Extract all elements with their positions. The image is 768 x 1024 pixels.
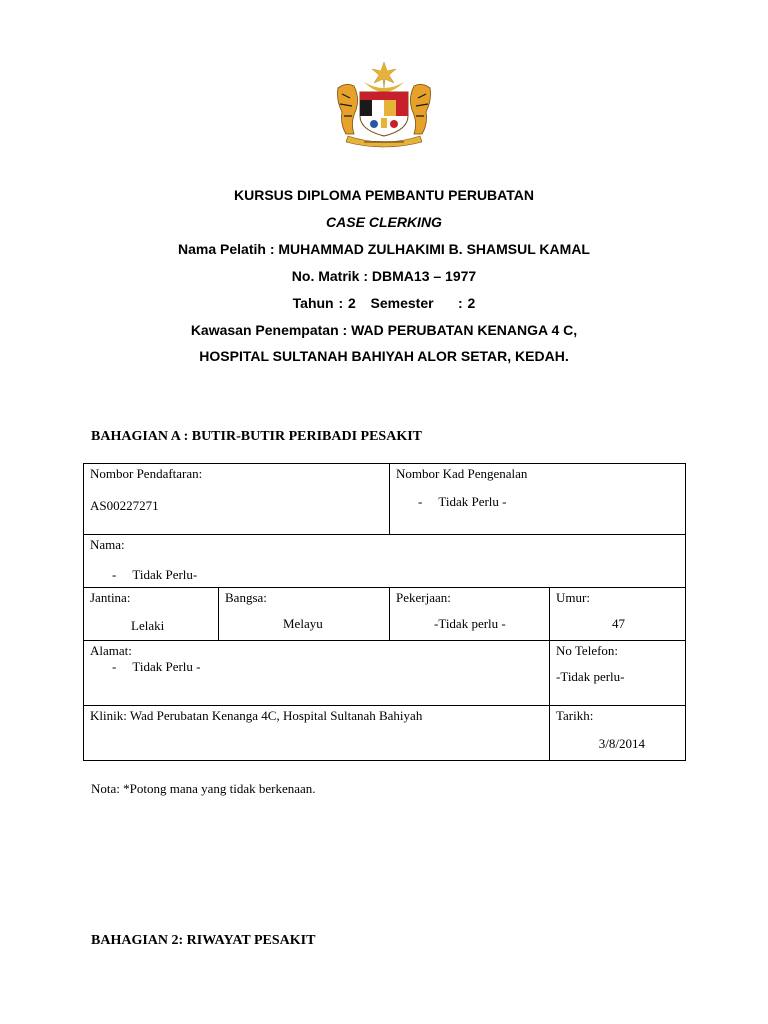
occupation-value: -Tidak perlu -: [434, 616, 506, 631]
name-cell: [84, 535, 686, 588]
registration-label: Nombor Pendaftaran:: [90, 466, 203, 481]
phone-value: -Tidak perlu-: [556, 669, 625, 684]
ic-label: Nombor Kad Pengenalan: [396, 466, 528, 481]
age-cell: [550, 588, 686, 641]
ic-cell: [390, 464, 686, 535]
table-row: [84, 641, 686, 706]
table-row: [84, 535, 686, 588]
address-value: - Tidak Perlu -: [112, 659, 201, 674]
race-cell: [219, 588, 390, 641]
phone-cell: [550, 641, 686, 706]
matric-number: No. Matrik : DBMA13 – 1977: [291, 268, 477, 284]
age-value: 47: [612, 616, 625, 631]
coat-of-arms-logo: [330, 58, 438, 152]
document-subtitle: CASE CLERKING: [326, 214, 442, 230]
table-row: [84, 588, 686, 641]
table-row: [84, 464, 686, 535]
gender-value: Lelaki: [131, 618, 165, 633]
occupation-cell: [390, 588, 550, 641]
phone-label: No Telefon:: [556, 643, 619, 658]
date-value: 3/8/2014: [598, 736, 646, 751]
gender-cell: [84, 588, 219, 641]
occupation-label: Pekerjaan:: [396, 590, 451, 605]
section-b-title: BAHAGIAN 2: RIWAYAT PESAKIT: [91, 933, 316, 948]
trainee-name: Nama Pelatih : MUHAMMAD ZULHAKIMI B. SHAMSUL KAMAL: [178, 241, 590, 257]
date-cell: [550, 706, 686, 761]
address-label: Alamat:: [90, 643, 132, 658]
race-value: Melayu: [283, 616, 323, 631]
footnote: Nota: *Potong mana yang tidak berkenaan.: [91, 781, 316, 796]
name-value: - Tidak Perlu-: [112, 567, 198, 582]
gender-label: Jantina:: [90, 590, 131, 605]
name-label: Nama:: [90, 537, 125, 552]
placement-area: Kawasan Penempatan : WAD PERUBATAN KENANGA 4 C,: [190, 322, 578, 338]
date-label: Tarikh:: [556, 708, 594, 723]
clinic-value: Klinik: Wad Perubatan Kenanga 4C, Hospital Sultanah Bahiyah: [90, 708, 423, 723]
ic-value: - Tidak Perlu -: [418, 494, 507, 509]
hospital-name: HOSPITAL SULTANAH BAHIYAH ALOR SETAR, KEDAH.: [199, 348, 569, 364]
clinic-cell: [84, 706, 550, 761]
age-label: Umur:: [556, 590, 590, 605]
course-title: KURSUS DIPLOMA PEMBANTU PERUBATAN: [234, 187, 534, 203]
table-row: [84, 706, 686, 761]
section-a-title: BAHAGIAN A : BUTIR-BUTIR PERIBADI PESAKIT: [91, 429, 423, 444]
registration-value: AS00227271: [90, 498, 159, 513]
patient-details-table: [83, 463, 686, 761]
registration-cell: [84, 464, 390, 535]
race-label: Bangsa:: [225, 590, 267, 605]
year-semester: Tahun : 2 Semester : 2: [292, 295, 476, 311]
address-cell: [84, 641, 550, 706]
